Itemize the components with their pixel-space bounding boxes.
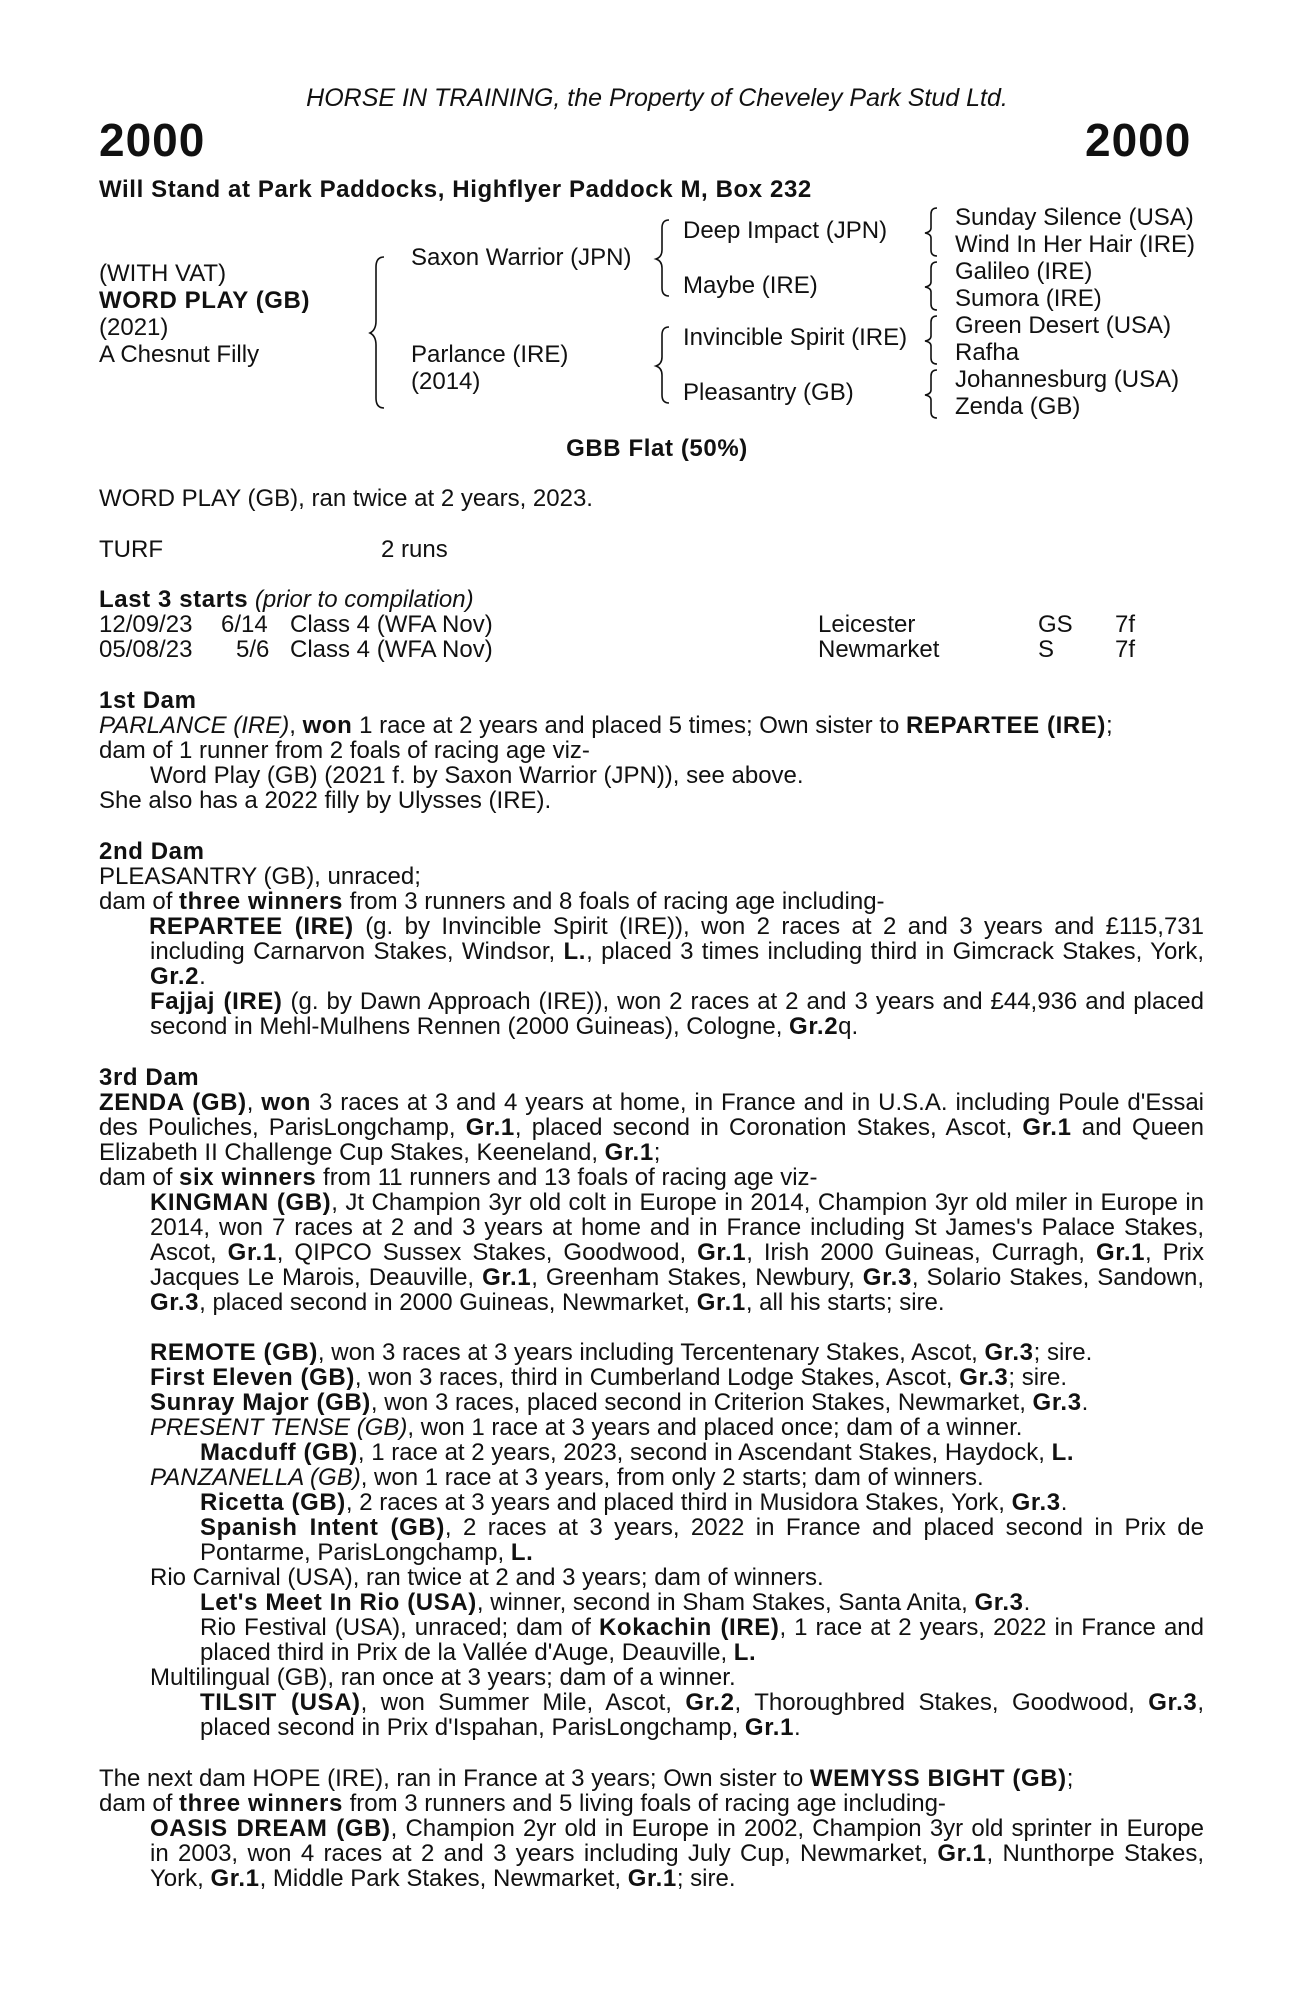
race-grade: Gr.2: [789, 1013, 839, 1040]
produce-entry-kingman: [150, 1190, 1204, 1315]
bonus-scheme: GBB Flat (50%): [566, 435, 748, 462]
start-distance: 7f: [1115, 636, 1136, 663]
start-position: 6/14: [221, 611, 268, 638]
produce-entry-first-eleven: [150, 1365, 1067, 1390]
text-part: ; sire.: [1033, 1339, 1093, 1366]
pedigree-dam: Parlance (IRE): [411, 341, 569, 368]
third-dam-entry: ZENDA (GB), won 3 races at 3 and 4 years at home, in France and in U.S.A. including Poule d'Essai des Pouliches, ParisLongchamp, Gr.1, placed second in Coronation Stakes, Ascot, Gr.1 and Queen Elizabeth II Challenge Cup Stakes, Keeneland, Gr.1;: [99, 1089, 1205, 1166]
text-part: , won 1 race at 3 years and placed once; dam of a winner.: [407, 1414, 1023, 1441]
text-part: , Jt Champion 3yr old colt in Europe in 2014, Champion 3yr old miler in Europe in 2014, won 7 races at 2 and 3 years at home and in France including St James's Palace Stakes, Ascot,: [150, 1189, 1204, 1266]
horse-name: Fajjaj (IRE): [150, 988, 283, 1015]
race-grade: Gr.1: [210, 1865, 260, 1892]
text-part: , won 3 races at 3 years including Tercentenary Stakes, Ascot,: [317, 1339, 985, 1366]
produce-entry-fajjaj: [150, 989, 1204, 1039]
winners-count: three winners: [179, 888, 343, 915]
race-grade: Gr.3: [1148, 1689, 1198, 1716]
start-date: 05/08/23: [99, 636, 193, 663]
race-grade: Gr.2: [685, 1689, 735, 1716]
race-grade: Gr.1: [482, 1264, 532, 1291]
second-dam-line: PLEASANTRY (GB), unraced;: [99, 863, 421, 890]
text-part: .: [1060, 1489, 1068, 1516]
turf-label: TURF: [99, 536, 163, 563]
text-part: , Middle Park Stakes, Newmarket,: [259, 1865, 628, 1892]
race-grade: Gr.2: [150, 963, 200, 990]
horse-name: WEMYSS BIGHT (GB): [809, 1765, 1067, 1792]
last-starts-note: (prior to compilation): [254, 586, 474, 613]
text-part: , all his starts; sire.: [745, 1289, 945, 1316]
race-grade: Gr.3: [150, 1289, 200, 1316]
turf-runs: 2 runs: [381, 536, 448, 563]
winners-count: three winners: [179, 1790, 343, 1817]
pedigree-dam-year: (2014): [411, 368, 481, 395]
produce-entry-panzanella: [150, 1465, 984, 1490]
text-part: , winner, second in Sham Stakes, Santa Anita,: [476, 1589, 975, 1616]
second-dam-heading: 2nd Dam: [99, 838, 205, 865]
race-grade: Gr.1: [1095, 1239, 1146, 1266]
text-part: ; sire.: [676, 1865, 736, 1892]
horse-name: Kokachin (IRE): [599, 1614, 780, 1641]
pedigree-sire-dam: Maybe (IRE): [683, 272, 818, 299]
pedigree-bracket-g3: [925, 314, 943, 366]
produce-entry-rio-festival: [200, 1615, 1204, 1665]
pedigree-bracket-g4: [925, 368, 943, 420]
pedigree-gg-1: Sunday Silence (USA): [955, 204, 1194, 231]
text-part: ;: [653, 1139, 661, 1166]
text-part: , Nunthorpe Stakes, York,: [150, 1840, 1204, 1892]
horse-name: Spanish Intent (GB): [200, 1514, 445, 1541]
pedigree-bracket-main: [370, 255, 390, 410]
pedigree-gg-2: Wind In Her Hair (IRE): [955, 231, 1196, 258]
start-course: Newmarket: [818, 636, 940, 663]
text-part: 3 races at 3 and 4 years at home, in France and in U.S.A. including Poule d'Essai des Pouliches, ParisLongchamp,: [99, 1089, 1205, 1141]
race-grade: L.: [1051, 1439, 1075, 1466]
pedigree-sire-sire: Deep Impact (JPN): [683, 217, 888, 244]
produce-entry-oasis-dream: [150, 1816, 1204, 1891]
horse-name: TILSIT (USA): [200, 1689, 361, 1716]
race-summary: WORD PLAY (GB), ran twice at 2 years, 2023.: [99, 485, 593, 512]
sister-name: REPARTEE (IRE): [906, 712, 1106, 739]
produce-entry-ricetta: [200, 1490, 1067, 1515]
horse-name: Let's Meet In Rio (USA): [200, 1589, 477, 1616]
location-line: Will Stand at Park Paddocks, Highflyer Paddock M, Box 232: [99, 176, 812, 203]
text-part: dam of: [99, 1790, 180, 1817]
text-part: , Irish 2000 Guineas, Curragh,: [746, 1239, 1096, 1266]
produce-entry-multilingual: Multilingual (GB), ran once at 3 years; dam of a winner.: [150, 1664, 736, 1691]
pedigree-sire: Saxon Warrior (JPN): [411, 244, 632, 271]
lot-number-right: 2000: [1085, 114, 1192, 166]
text-part: , placed second in Coronation Stakes, Ascot,: [514, 1114, 1023, 1141]
horse-year: (2021): [99, 314, 169, 341]
text-part: from 3 runners and 8 foals of racing age including-: [342, 888, 885, 915]
text-part: dam of: [99, 1164, 180, 1191]
race-grade: Gr.1: [744, 1714, 795, 1741]
first-dam-produce-item: Word Play (GB) (2021 f. by Saxon Warrior (JPN)), see above.: [150, 762, 804, 789]
text-part: and Queen Elizabeth II Challenge Cup Stakes, Keeneland,: [99, 1114, 1204, 1166]
produce-entry-present-tense: [150, 1415, 1022, 1440]
start-race: Class 4 (WFA Nov): [290, 611, 493, 638]
text-part: , QIPCO Sussex Stakes, Goodwood,: [276, 1239, 698, 1266]
pedigree-gg-5: Green Desert (USA): [955, 312, 1172, 339]
first-dam-heading: 1st Dam: [99, 687, 197, 714]
text-part: , placed 3 times including third in Gimcrack Stakes, York,: [586, 938, 1204, 965]
third-dam-heading: 3rd Dam: [99, 1064, 200, 1091]
text-part: ; sire.: [1008, 1364, 1068, 1391]
text-part: , won 3 races, third in Cumberland Lodge Stakes, Ascot,: [354, 1364, 960, 1391]
last-starts-heading-line: [99, 587, 474, 612]
race-grade: Gr.1: [465, 1114, 515, 1141]
start-date: 12/09/23: [99, 611, 193, 638]
produce-entry-lets-meet-in-rio: [200, 1590, 1030, 1615]
text-part: , Prix Jacques Le Marois, Deauville,: [150, 1239, 1205, 1291]
third-dam-produce-line: [99, 1165, 818, 1190]
text-part: .: [199, 963, 206, 990]
pedigree-bracket-dam: [655, 325, 675, 405]
text-part: , 2 races at 3 years and placed third in Musidora Stakes, York,: [345, 1489, 1012, 1516]
horse-name: Sunray Major (GB): [150, 1389, 371, 1416]
horse-name: OASIS DREAM (GB): [150, 1815, 391, 1842]
text-part: , 1 race at 2 years, 2023, second in Ascendant Stakes, Haydock,: [357, 1439, 1052, 1466]
text-part: q.: [838, 1013, 859, 1040]
race-grade: Gr.1: [604, 1139, 654, 1166]
first-dam-produce-line: dam of 1 runner from 2 foals of racing age viz-: [99, 737, 590, 764]
race-grade: Gr.3: [862, 1264, 912, 1291]
pedigree-bracket-g1: [925, 206, 943, 258]
race-grade: Gr.1: [627, 1865, 677, 1892]
start-race: Class 4 (WFA Nov): [290, 636, 493, 663]
text-part: .: [1023, 1589, 1031, 1616]
vat-note: (WITH VAT): [99, 260, 227, 287]
horse-name: First Eleven (GB): [150, 1364, 355, 1391]
text-part: , won 1 race at 3 years, from only 2 starts; dam of winners.: [360, 1464, 984, 1491]
horse-name: Macduff (GB): [200, 1439, 358, 1466]
text-part: , placed second in 2000 Guineas, Newmarket,: [199, 1289, 697, 1316]
race-grade: Gr.3: [974, 1589, 1024, 1616]
race-grade: Gr.3: [959, 1364, 1009, 1391]
horse-description: A Chesnut Filly: [99, 341, 260, 368]
next-dam-line: [99, 1766, 1073, 1791]
first-dam-text: 1 race at 2 years and placed 5 times; Own sister to: [352, 712, 906, 739]
dam-name: PARLANCE (IRE): [99, 712, 290, 739]
punctuation: ;: [1105, 712, 1113, 739]
text-part: , placed second in Prix d'Ispahan, ParisLongchamp,: [200, 1689, 1204, 1741]
produce-entry-sunray-major: [150, 1390, 1088, 1415]
text-part: , Champion 2yr old in Europe in 2002, Champion 3yr old sprinter in Europe in 2003, won 4 races at 2 and 3 years including July Cup, Newmarket,: [150, 1815, 1205, 1867]
start-going: GS: [1038, 611, 1073, 638]
winners-count: six winners: [179, 1164, 317, 1191]
produce-entry-repartee: [150, 914, 1204, 989]
second-dam-produce-line: [99, 889, 885, 914]
text-part: , 1 race at 2 years, 2022 in France and placed third in Prix de la Vallée d'Auge, Deauville,: [200, 1614, 1204, 1666]
pedigree-gg-4: Sumora (IRE): [955, 285, 1102, 312]
text-part: dam of: [99, 888, 180, 915]
race-grade: Gr.1: [696, 1289, 746, 1316]
race-grade: Gr.3: [1011, 1489, 1061, 1516]
first-dam-note: She also has a 2022 filly by Ulysses (IRE).: [99, 787, 552, 814]
race-grade: L.: [733, 1639, 757, 1666]
race-grade: Gr.1: [1022, 1114, 1072, 1141]
horse-name: PRESENT TENSE (GB): [150, 1414, 408, 1441]
text-part: , Thoroughbred Stakes, Goodwood,: [734, 1689, 1149, 1716]
race-grade: Gr.3: [1032, 1389, 1082, 1416]
text-part: (g. by Invincible Spirit (IRE)), won 2 races at 2 and 3 years and £115,731 including Carnarvon Stakes, Windsor,: [150, 913, 1204, 965]
text-part: , won Summer Mile, Ascot,: [360, 1689, 686, 1716]
produce-entry-rio-carnival: Rio Carnival (USA), ran twice at 2 and 3 years; dam of winners.: [150, 1564, 824, 1591]
text-part: , 2 races at 3 years, 2022 in France and placed second in Prix de Pontarme, ParisLongchamp,: [200, 1514, 1204, 1566]
horse-name: REPARTEE (IRE): [149, 913, 354, 940]
pedigree-dam-sire: Invincible Spirit (IRE): [683, 324, 908, 351]
horse-name: ZENDA (GB): [99, 1089, 247, 1116]
horse-name: WORD PLAY (GB): [99, 287, 311, 314]
pedigree-gg-8: Zenda (GB): [955, 393, 1081, 420]
race-grade: Gr.1: [937, 1840, 987, 1867]
text-part: .: [794, 1714, 801, 1741]
text-part: from 11 runners and 13 foals of racing age viz-: [316, 1164, 818, 1191]
horse-name: REMOTE (GB): [150, 1339, 318, 1366]
start-course: Leicester: [818, 611, 916, 638]
race-grade: Gr.1: [227, 1239, 277, 1266]
text-part: , Greenham Stakes, Newbury,: [531, 1264, 863, 1291]
pedigree-gg-6: Rafha: [955, 339, 1020, 366]
text-part: The next dam HOPE (IRE), ran in France at 3 years; Own sister to: [99, 1765, 810, 1792]
race-grade: Gr.1: [697, 1239, 747, 1266]
produce-entry-remote: [150, 1340, 1092, 1365]
won-label: won: [261, 1089, 312, 1116]
pedigree-gg-7: Johannesburg (USA): [955, 366, 1180, 393]
won-label: won: [302, 712, 353, 739]
pedigree-gg-3: Galileo (IRE): [955, 258, 1093, 285]
start-going: S: [1038, 636, 1055, 663]
race-grade: Gr.3: [984, 1339, 1034, 1366]
text-part: (g. by Dawn Approach (IRE)), won 2 races at 2 and 3 years and £44,936 and placed second in Mehl-Mulhens Rennen (2000 Guineas), Cologne,: [150, 988, 1204, 1040]
race-grade: L.: [563, 938, 587, 965]
next-dam-produce-line: [99, 1791, 946, 1816]
pedigree-bracket-g2: [925, 260, 943, 312]
pedigree-dam-dam: Pleasantry (GB): [683, 379, 854, 406]
pedigree-bracket-sire: [655, 218, 675, 298]
text-part: , won 3 races, placed second in Criterion Stakes, Newmarket,: [370, 1389, 1033, 1416]
horse-name: Ricetta (GB): [200, 1489, 346, 1516]
catalogue-subtitle: HORSE IN TRAINING, the Property of Cheveley Park Stud Ltd.: [306, 84, 1008, 112]
produce-entry-macduff: [200, 1440, 1074, 1465]
start-distance: 7f: [1115, 611, 1136, 638]
text-part: .: [1081, 1389, 1089, 1416]
text-part: from 3 runners and 5 living foals of racing age including-: [342, 1790, 946, 1817]
produce-entry-tilsit: [200, 1690, 1204, 1740]
horse-name: KINGMAN (GB): [150, 1189, 332, 1216]
text-part: , Solario Stakes, Sandown,: [911, 1264, 1205, 1291]
produce-entry-spanish-intent: [200, 1515, 1204, 1565]
horse-name: PANZANELLA (GB): [150, 1464, 361, 1491]
start-position: 5/6: [236, 636, 270, 663]
text-part: Rio Festival (USA), unraced; dam of: [200, 1614, 599, 1641]
text-part: ;: [1066, 1765, 1074, 1792]
race-grade: L.: [510, 1539, 534, 1566]
last-starts-heading: Last 3 starts: [99, 586, 249, 613]
lot-number-left: 2000: [99, 114, 206, 166]
first-dam-line: PARLANCE (IRE), won 1 race at 2 years and placed 5 times; Own sister to REPARTEE (IRE);: [99, 712, 1113, 739]
